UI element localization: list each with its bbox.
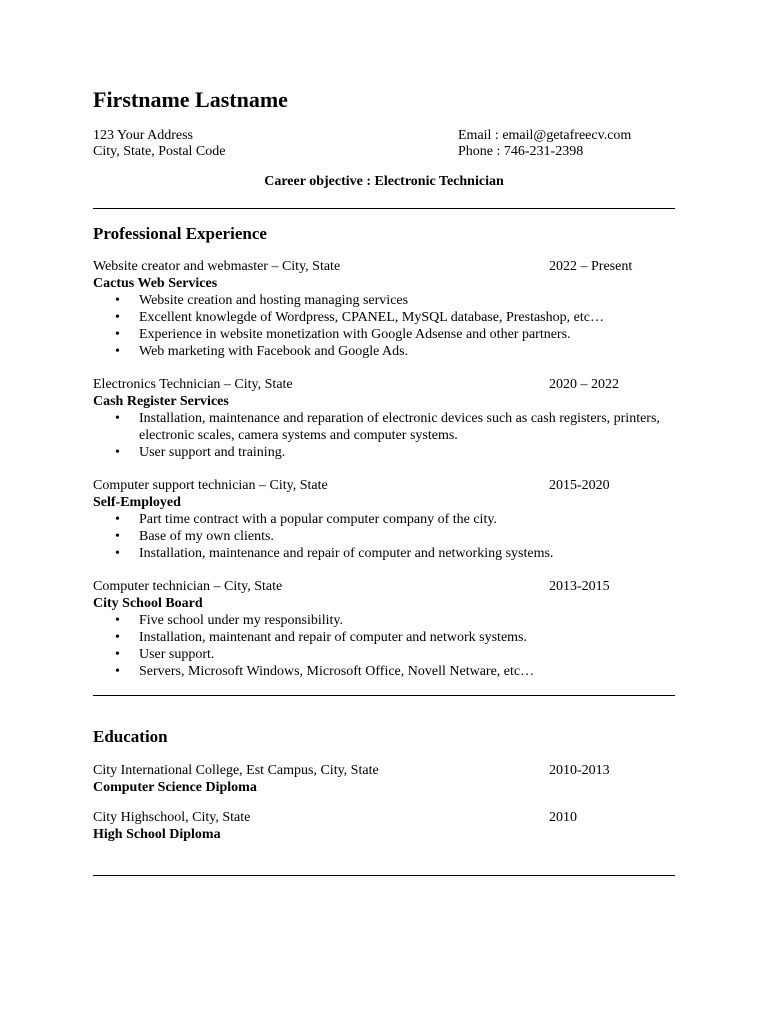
job-organization: City School Board — [93, 596, 203, 611]
bullet-icon: • — [115, 310, 120, 325]
education-entry — [93, 762, 683, 796]
bullet-icon: • — [115, 344, 120, 359]
divider-top — [93, 208, 675, 209]
bullet-item: • Base of my own clients. — [115, 529, 274, 544]
school-name: City Highschool, City, State — [93, 810, 251, 825]
bullet-item: • Installation, maintenant and repair of computer and network systems. — [115, 630, 528, 645]
address-line-2: City, State, Postal Code — [93, 144, 226, 159]
bullet-icon: • — [115, 327, 120, 342]
job-organization: Cactus Web Services — [93, 276, 218, 291]
bullet-item: • Five school under my responsibility. — [115, 613, 344, 628]
job-bullets — [93, 612, 683, 680]
divider-middle — [93, 695, 675, 696]
job-role: Computer support technician – City, State — [93, 478, 328, 493]
education-date: 2010 — [549, 810, 577, 825]
phone-line: Phone : 746-231-2398 — [458, 144, 584, 159]
job-bullets — [93, 292, 683, 360]
experience-heading: Professional Experience — [93, 224, 267, 243]
job-date: 2015-2020 — [549, 478, 610, 493]
bullet-icon: • — [115, 512, 120, 527]
job-entry — [93, 258, 683, 360]
degree-name: High School Diploma — [93, 827, 221, 842]
bullet-icon: • — [115, 630, 120, 645]
job-entry — [93, 477, 683, 562]
address-line-1: 123 Your Address — [93, 128, 193, 143]
bullet-item: • Experience in website monetization with Google Adsense and other partners. — [115, 327, 571, 342]
bullet-item: • Part time contract with a popular computer company of the city. — [115, 512, 497, 527]
job-entry — [93, 578, 683, 680]
bullet-icon: • — [115, 411, 120, 426]
job-date: 2022 – Present — [549, 259, 633, 274]
job-role: Electronics Technician – City, State — [93, 377, 293, 392]
bullet-item: • User support and training. — [115, 445, 286, 460]
education-entry — [93, 809, 683, 843]
contact-block — [458, 128, 631, 160]
bullet-item: • Website creation and hosting managing services — [115, 293, 409, 308]
bullet-item: • Servers, Microsoft Windows, Microsoft Office, Novell Netware, etc… — [115, 664, 535, 679]
job-bullets — [93, 511, 683, 562]
address-block — [93, 128, 225, 160]
job-entry — [93, 376, 683, 461]
bullet-item: • Excellent knowlegde of Wordpress, CPANEL, MySQL database, Prestashop, etc… — [115, 310, 604, 325]
bullet-item: • Installation, maintenance and reparation of electronic devices such as cash registers, printers, electronic scales, camera systems and computer systems. — [115, 411, 660, 443]
job-role: Computer technician – City, State — [93, 579, 283, 594]
career-objective: Career objective : Electronic Technician — [264, 174, 504, 189]
job-organization: Cash Register Services — [93, 394, 229, 409]
bullet-icon: • — [115, 613, 120, 628]
job-date: 2013-2015 — [549, 579, 610, 594]
bullet-icon: • — [115, 529, 120, 544]
job-role: Website creator and webmaster – City, State — [93, 259, 341, 274]
bullet-icon: • — [115, 293, 120, 308]
bullet-icon: • — [115, 647, 120, 662]
divider-bottom — [93, 875, 675, 876]
bullet-item: • Web marketing with Facebook and Google Ads. — [115, 344, 409, 359]
degree-name: Computer Science Diploma — [93, 780, 257, 795]
bullet-icon: • — [115, 664, 120, 679]
email-line: Email : email@getafreecv.com — [458, 128, 632, 143]
school-name: City International College, Est Campus, City, State — [93, 763, 379, 778]
bullet-item: • User support. — [115, 647, 215, 662]
bullet-icon: • — [115, 445, 120, 460]
job-date: 2020 – 2022 — [549, 377, 619, 392]
bullet-item: • Installation, maintenance and repair of computer and networking systems. — [115, 546, 554, 561]
education-heading: Education — [93, 727, 168, 746]
bullet-icon: • — [115, 546, 120, 561]
job-bullets — [93, 410, 683, 461]
job-organization: Self-Employed — [93, 495, 181, 510]
education-date: 2010-2013 — [549, 763, 610, 778]
resume-name: Firstname Lastname — [93, 87, 288, 112]
